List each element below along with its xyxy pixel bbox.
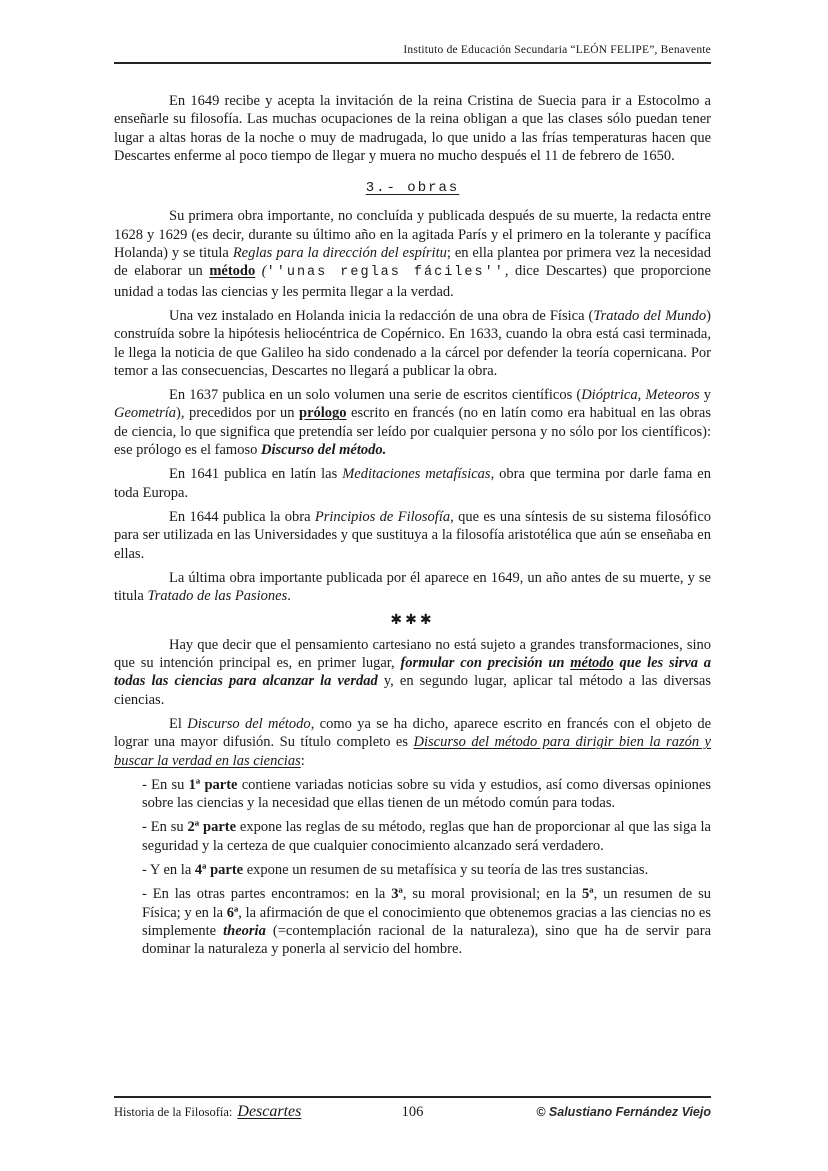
- text-segment: escrito en francés (no en latín como era habitual en las obras de ciencia, lo que significa que pretendía ser leído por cualquier persona y no sólo por los científicos): ese prólogo es el famoso: [114, 405, 711, 459]
- text-segment: , un resumen de su Física; y en la: [142, 886, 712, 921]
- text-segment: , que es una síntesis de su sistema filosófico para ser utilizada en las Universidades y que sustituya a la filosofía aristotélica que aún se enseñaba en ellas.: [114, 508, 712, 562]
- text-segment: En 1649 recibe y acepta la invitación de la reina Cristina de Suecia para ir a Estocolmo a enseñarle su filosofía. Las muchas ocupaciones de la reina obligan a que las clases sólo puedan tener lugar a altas horas de la noche o muy de madrugada, lo que unido a las frías temperaturas hacen que Descartes enferme al poco tiempo de llegar y muera no mucho después el 11 de febrero de 1650.: [114, 93, 711, 164]
- text-segment: 3ª: [391, 886, 403, 903]
- bullet: [142, 885, 711, 958]
- text-segment: Principios de Filosofía: [314, 508, 451, 525]
- text-segment: Discurso del método: [187, 715, 311, 732]
- text-segment: En 1644 publica la obra: [169, 508, 315, 525]
- footer-course: [114, 1103, 402, 1121]
- page-number: 106: [401, 1104, 424, 1120]
- paragraph: [114, 569, 711, 606]
- bullet: [142, 861, 711, 879]
- text-segment: Geometría: [114, 405, 177, 422]
- text-segment: Dióptrica: [581, 387, 638, 404]
- paragraph: [114, 636, 711, 709]
- footer-subject: Descartes: [237, 1103, 302, 1120]
- footer-copyright: © Salustiano Fernández Viejo: [536, 1105, 711, 1119]
- text-segment: - En su: [142, 819, 188, 836]
- text-segment: :: [300, 752, 305, 769]
- text-segment: Una vez instalado en Holanda inicia la redacción de una obra de Física (: [169, 307, 594, 324]
- text-segment: ,: [637, 387, 646, 404]
- text-segment: - En su: [142, 776, 189, 793]
- footer-course-label: Historia de la Filosofía:: [114, 1105, 233, 1119]
- text-segment: En 1637 publica en un solo volumen una serie de escritos científicos (: [169, 387, 582, 404]
- page-footer: [114, 1096, 711, 1121]
- text-segment: contiene variadas noticias sobre su vida y estudios, así como diversas opiniones sobre las ciencias y la necesidad que ellas tienen de un método común para todas.: [142, 776, 711, 812]
- text-segment: y, en segundo lugar, aplicar tal método a las diversas ciencias.: [114, 673, 711, 708]
- text-segment: Reglas para la dirección del espíritu: [232, 245, 447, 262]
- text-segment: Discurso del método.: [260, 442, 387, 459]
- paragraph: [114, 307, 711, 380]
- text-segment: - En las otras partes encontramos: en la: [142, 886, 392, 903]
- paragraph: [114, 92, 711, 165]
- text-segment: (: [255, 263, 267, 280]
- paragraph: [114, 508, 711, 563]
- text-segment: .: [287, 588, 291, 605]
- text-segment: theoria: [223, 922, 266, 939]
- text-segment: formular con precisión un: [400, 655, 571, 672]
- text-segment: Discurso del método para dirigir bien la razón y buscar la verdad en las ciencias: [114, 734, 711, 769]
- text-segment: En 1641 publica en latín las: [169, 466, 343, 483]
- text-segment: que les sirva a todas las ciencias para alcanzar la verdad: [114, 655, 711, 690]
- text-segment: ''unas reglas fáciles'': [266, 265, 505, 281]
- text-segment: 6ª: [226, 904, 239, 921]
- paragraph: [114, 715, 711, 770]
- text-segment: , la afirmación de que el conocimiento que obtenemos gracias a las ciencias no es simplemente: [142, 904, 711, 939]
- text-segment: 2ª parte: [187, 819, 237, 836]
- text-segment: , como ya se ha dicho, aparece escrito en francés con el objeto de lograr una mayor difusión. Su título completo es: [114, 715, 712, 751]
- text-segment: , dice Descartes) que proporcione unidad a todas las ciencias y les permita llegar a la verdad.: [114, 263, 711, 300]
- heading: [114, 179, 711, 197]
- paragraph: [114, 386, 711, 459]
- institution-name: Instituto de Educación Secundaria “LEÓN FELIPE”, Benavente: [403, 44, 711, 56]
- text-segment: 3.- obras: [365, 180, 460, 197]
- text-segment: 5ª: [582, 886, 594, 903]
- text-segment: El: [169, 715, 188, 732]
- text-segment: y: [699, 387, 712, 404]
- text-segment: 4ª parte: [194, 861, 244, 878]
- bullet: [142, 818, 711, 855]
- text-segment: Meditaciones metafísicas: [342, 466, 491, 483]
- text-segment: Hay que decir que el pensamiento cartesiano no está sujeto a grandes transformaciones, sino que su intención principal es, en primer lugar,: [114, 636, 711, 672]
- text-segment: Su primera obra importante, no concluída y publicada después de su muerte, la redacta entre 1628 y 1629 (es decir, durante su último año en la agitada París y el primero en la tolerante y pacífica Holanda) y se titula: [114, 208, 711, 262]
- text-segment: prólogo: [299, 405, 347, 422]
- text-segment: expone las reglas de su método, reglas que han de proporcionar al que las siga la seguridad y la certeza de que cualquier conocimiento alcanzado será verdadero.: [142, 819, 711, 854]
- document-body: [114, 92, 711, 964]
- text-segment: método: [209, 263, 256, 280]
- paragraph: [114, 207, 711, 300]
- text-segment: Meteoros: [645, 387, 700, 404]
- text-segment: ✱✱✱: [390, 612, 435, 629]
- bullet: [142, 776, 711, 813]
- separator: [114, 611, 711, 629]
- text-segment: , obra que termina por darle fama en toda Europa.: [114, 466, 711, 501]
- text-segment: 1ª parte: [188, 776, 238, 793]
- text-segment: expone un resumen de su metafísica y su teoría de las tres sustancias.: [243, 861, 649, 878]
- text-segment: (=contemplación racional de la naturaleza), sino que ha de servir para dominar la naturaleza y ponerla al servicio del hombre.: [142, 922, 711, 958]
- text-segment: Tratado de las Pasiones: [147, 588, 288, 605]
- text-segment: ; en ella plantea por primera vez la necesidad de elaborar un: [114, 245, 711, 280]
- paragraph: [114, 465, 711, 502]
- text-segment: - Y en la: [142, 861, 195, 878]
- text-segment: Tratado del Mundo: [593, 307, 707, 324]
- text-segment: ) construída sobre la hipótesis heliocéntrica de Copérnico. En 1633, cuando la obra está casi terminada, le llega la noticia de que Galileo ha sido condenado a la cárcel por defender la teoría copernicana. Por temor a las consecuencias, Descartes no llegará a publicar la obra.: [114, 307, 712, 379]
- text-segment: método: [570, 655, 614, 672]
- page-header: [114, 44, 711, 64]
- text-segment: ), precedidos por un: [176, 405, 299, 422]
- text-segment: La última obra importante publicada por él aparece en 1649, un año antes de su muerte, y se titula: [114, 569, 711, 605]
- text-segment: , su moral provisional; en la: [402, 886, 582, 903]
